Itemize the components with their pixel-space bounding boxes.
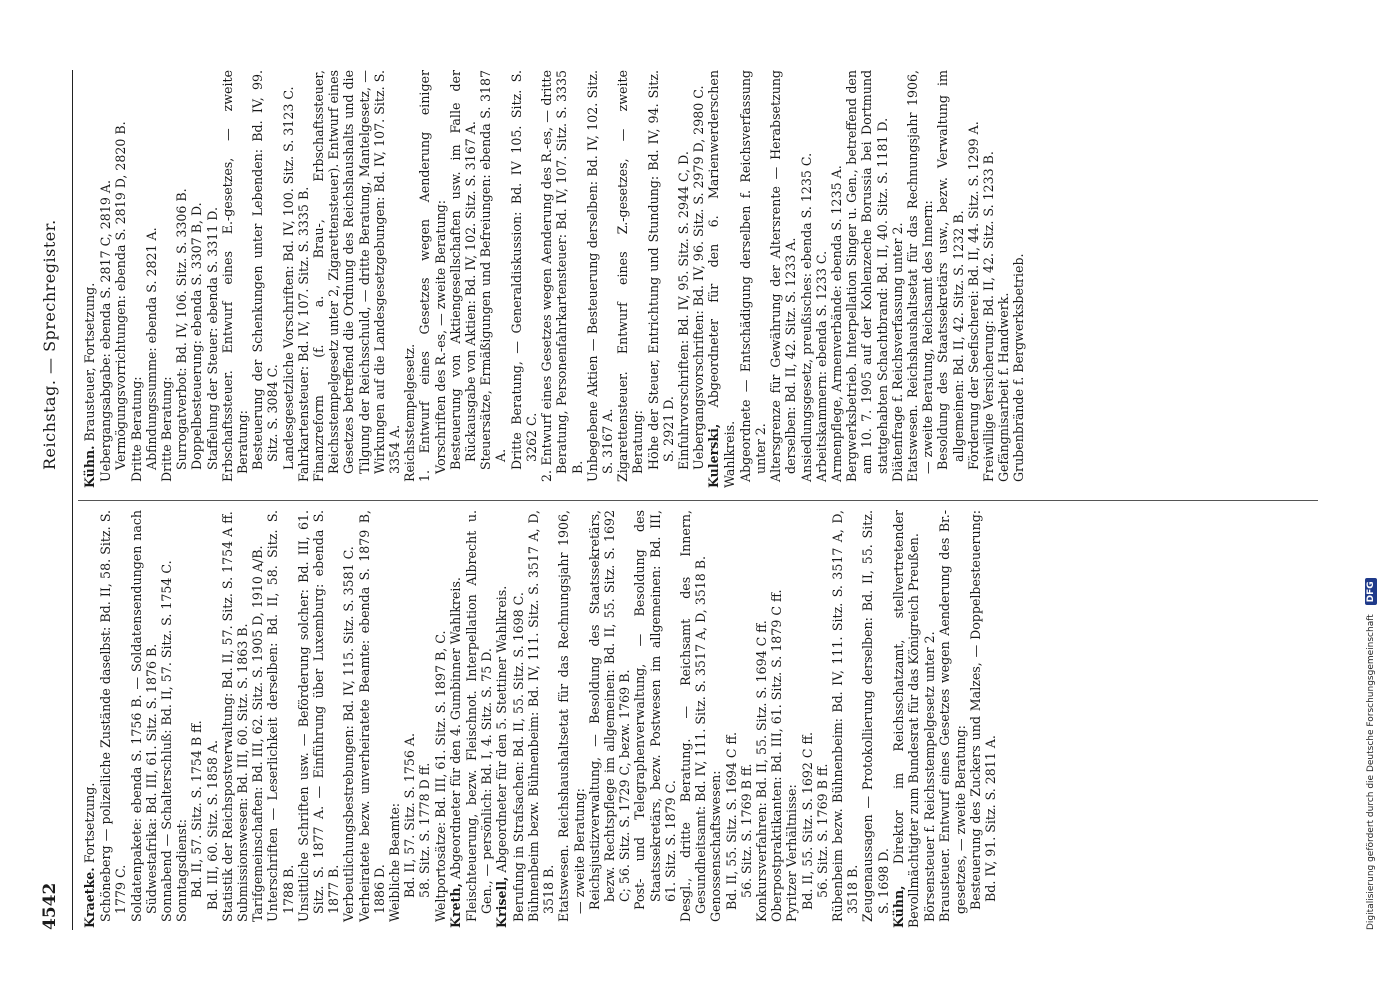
register-subentry: Tarifgemeinschaften: Bd. III, 62. Sitz. S. 1905 D, 1910 A/B. — [250, 545, 266, 922]
entry-headword: Kraetke. — [82, 867, 97, 928]
register-subentry: Fleischteuerung, bezw. Fleischnot. Interpellation Albrecht u. Gen., — persönlich: Bd. I, 4. Sitz. S. 75 D. — [464, 510, 495, 922]
register-subentry: Bd. III, 60. Sitz. S. 1858 A. — [204, 740, 220, 910]
register-subentry: Dritte Beratung, — Generaldiskussion: Bd. IV 105. Sitz. S. 3262 C. — [508, 70, 539, 470]
register-subentry: Einfuhrvorschriften: Bd. IV, 95. Sitz. S. 2944 C, D. — [675, 151, 691, 470]
register-subentry: Etatswesen. Reichshaushaltsetat für das Rechnungsjahr 1906, — zweite Beratung: — [556, 510, 587, 922]
entry-headword: Kühn. — [82, 445, 97, 488]
register-subentry: Landesgesetzliche Vorschriften: Bd. IV, 100. Sitz. S. 3123 C. — [280, 86, 296, 470]
register-entry-head — [891, 510, 921, 928]
register-subentry: Etatswesen. Reichshaushaltsetat für das Rechnungsjahr 1906, — zweite Beratung, Reichsamt des Innern: — [904, 70, 936, 482]
register-subentry: Diätenfrage f. Reichsverfassung unter 2. — [889, 222, 905, 482]
register-subentry: Bd. II, 57. Sitz. S. 1754 B ff. — [189, 720, 205, 898]
register-subentry: Sonntagsdienst: — [174, 819, 190, 922]
running-head — [40, 70, 70, 930]
register-subentry: Zigarettensteuer. Entwurf eines Z.-gesetzes, — zweite Beratung: — [615, 70, 646, 482]
register-subentry: Bd. II, 55. Sitz. S. 1692 C ff. — [799, 731, 815, 910]
register-subentry: 56. Sitz. S. 1769 B ff. — [738, 763, 754, 898]
register-subentry: Arbeitskammern: ebenda S. 1233 C. — [813, 250, 829, 482]
entry-description: Abgeordneter für den 4. Gumbinner Wahlkreis. — [447, 577, 463, 884]
register-subentry: Erbschaftssteuer. Entwurf eines E.-gesetzes, — zweite Beratung: — [219, 70, 251, 482]
register-subentry: 56. Sitz. S. 1769 B ff. — [814, 763, 830, 898]
register-subentry: Bd. II, 55. Sitz. S. 1694 C ff. — [723, 731, 739, 910]
register-entry-head — [706, 70, 736, 488]
register-subentry: 58. Sitz. S. 1778 D ff. — [417, 762, 433, 898]
register-subentry: Altersgrenze für Gewährung der Altersrente — Herabsetzung derselben: Bd. II, 42. Sitz. S. 1233 A. — [768, 70, 799, 482]
register-subentry: 1. Entwurf eines Gesetzes wegen Aenderung einiger Vorschriften des R.-es, — zweite Beratung: — [417, 70, 448, 482]
register-subentry: Surrogatverbot: Bd. IV, 106. Sitz. S. 3306 B. — [174, 188, 190, 470]
entry-description: Abgeordneter für den 6. Marienwerderschen Wahlkreis. — [706, 70, 737, 488]
entry-headword: Kreth, — [447, 883, 463, 928]
dfg-logo: DFG — [1365, 578, 1377, 605]
register-subentry: Unterschriften — Leserlichkeit derselben: Bd. II, 58. Sitz. S. 1788 B. — [265, 510, 296, 922]
register-subentry: Dritte Beratung: — [159, 376, 175, 482]
right-column — [82, 70, 1312, 488]
register-subentry: Ansiedlungsgesetz, preußisches: ebenda S. 1235 C. — [798, 152, 814, 482]
register-subentry: Brausteuer. Entwurf eines Gesetzes wegen Aenderung des Br.-gesetzes, — zweite Beratung: — [937, 510, 968, 922]
register-subentry: Besteuerung der Schenkungen unter Lebenden: Bd. IV, 99. Sitz. S. 3084 C. — [250, 70, 281, 470]
register-subentry: Bd. II, 57. Sitz. S. 1756 A. — [402, 732, 418, 898]
column-divider — [78, 500, 1318, 501]
page-number: 4542 — [40, 882, 60, 930]
register-subentry: Freiwillige Versicherung: Bd. II, 42. Sitz. S. 1233 B. — [980, 151, 996, 482]
register-subentry: Höhe der Steuer, Entrichtung und Stundung: Bd. IV, 94. Sitz. S. 2921 D. — [645, 70, 676, 470]
left-column — [82, 510, 1312, 928]
register-subentry: Finanzreform (f. a. Brau-, Erbschaftssteuer, Reichsstempelgesetz unter 2, Zigarettensteuer). Entwurf eines Gesetzes betreffend die Ordnung des Reichshaushalts und die Tilgung der Reichsschuld, — dritte Beratung, Mantelgesetz, — Wirkungen auf die Landesgesetzgebungen: Bd. IV, 107. Sitz. S. 3354 A. — [311, 70, 403, 482]
register-subentry: Uebergangsvorschriften: Bd. IV, 96. Sitz. S. 2979 D, 2980 C. — [691, 85, 707, 470]
register-subentry: Förderung der Seefischerei: Bd. II, 44. Sitz. S. 1299 A. — [965, 121, 981, 470]
register-subentry: 2. Entwurf eines Gesetzes wegen Aenderung des R.-es, — dritte Beratung, Personenfahrkartensteuer: Bd. IV, 107. Sitz. S. 3335 B. — [539, 70, 585, 482]
entry-headword: Krisell, — [494, 876, 510, 928]
register-subentry: Abgeordnete — Entschädigung derselben f. Reichsverfassung unter 2. — [737, 70, 768, 482]
register-subentry: Verheiratete bezw. unverheiratete Beamte: ebenda S. 1879 B, 1886 D. — [356, 510, 387, 922]
register-entry-head — [494, 510, 509, 928]
entry-description: Brausteuer, Fortsetzung. — [82, 282, 97, 446]
register-subentry: Oberpostpraktikanten: Bd. III, 61. Sitz. S. 1879 C ff. — [769, 589, 785, 922]
digitization-credit — [1365, 578, 1377, 930]
register-subentry: Bühnenbeim bezw. Bühnenbeim: Bd. IV, 111. Sitz. S. 3517 A, D, 3518 B. — [525, 510, 557, 922]
register-subentry: Reichsjustizverwaltung, — Besoldung des Staatssekretärs, bezw. Rechtspflege im allgemeinen: Bd. II, 55. Sitz. S. 1692 C; 56. Sitz. S. 1729 C, bezw. 1769 B. — [586, 510, 633, 910]
register-subentry: Berufung in Strafsachen: Bd. II, 55. Sitz. S. 1698 C. — [510, 592, 526, 922]
register-subentry: Grubenbrände f. Bergwerksbetrieb. — [1011, 253, 1027, 482]
register-subentry: Dritte Beratung: — [128, 376, 144, 482]
register-subentry: Besteuerung des Zuckers und Malzes, — Doppelbesteuerung: Bd. IV, 91. Sitz. S. 2811 A. — [967, 510, 998, 910]
register-subentry: Desgl., dritte Beratung. — Reichsamt des Innern, Gesundheitsamt: Bd. IV, 111. Sitz. S. 3517 A, D, 3518 B. — [677, 510, 709, 922]
register-subentry: Zeugenaussagen — Protokollierung derselben: Bd. II, 55. Sitz. S. 1698 D. — [860, 510, 891, 922]
register-subentry: Börsensteuer f. Reichsstempelgesetz unter 2. — [922, 631, 938, 922]
register-subentry: Rübenbeim bezw. Bühnenbeim: Bd. IV, 111. Sitz. S. 3517 A, D, 3518 B. — [829, 510, 861, 922]
register-subentry: Besteuerung von Aktiengesellschaften usw. im Falle der Rückausgabe von Aktien: Bd. IV, 102. Sitz. S. 3167 A. — [447, 70, 479, 470]
register-subentry: Weltportosätze: Bd. III, 61. Sitz. S. 1897 B, C. — [432, 630, 448, 922]
register-subentry: Schöneberg — polizeiliche Zustände daselbst: Bd. II, 58. Sitz. S. 1779 C. — [98, 510, 129, 922]
register-entry-head — [448, 510, 463, 928]
register-subentry: Reichsstempelgesetz. — [402, 343, 418, 482]
register-subentry: Unbegebene Aktien — Besteuerung derselben: Bd. IV, 102. Sitz. S. 3167 A. — [584, 70, 615, 482]
entry-description: Fortsetzung. — [82, 782, 97, 868]
register-subentry: Doppelbesteuerung: ebenda S. 3307 B, D. — [189, 202, 205, 470]
register-entry-head — [82, 70, 97, 488]
register-subentry: Konkursverfahren: Bd. II, 55. Sitz. S. 1694 C ff. — [753, 620, 769, 922]
register-subentry: Soldatenpakete: ebenda S. 1756 B. — Soldatensendungen nach Südwestafrika: Bd. III, 61. Sitz. S. 1876 B. — [128, 510, 159, 922]
entry-headword: Kühn, — [890, 885, 906, 928]
register-subentry: Armenpflege, Armenverbände: ebenda S. 1235 A. — [828, 165, 844, 482]
register-subentry: Vermögungsvorrichtungen: ebenda S. 2819 D, 2820 B. — [113, 121, 129, 470]
register-subentry: Besoldung des Staatssekretärs usw., bezw. Verwaltung im allgemeinen: Bd. II, 42. Sitz. S. 1232 B. — [935, 70, 966, 470]
register-subentry: Gefängnisarbeit f. Handwerk. — [996, 292, 1012, 482]
register-subentry: Weibliche Beamte: — [387, 802, 403, 922]
register-subentry: Genossenschaftswesen: — [708, 770, 724, 922]
entry-headword: Kulerski, — [706, 423, 722, 488]
register-subentry: Submissionswesen: Bd. III, 60. Sitz. S. 1863 B. — [235, 623, 251, 922]
register-subentry: Sonnabend — Schalterschluß: Bd. II, 57. Sitz. S. 1754 C. — [159, 560, 175, 922]
register-subentry: Statistik der Reichspostverwaltung: Bd. II, 57. Sitz. S. 1754 A ff. — [219, 511, 235, 922]
register-subentry: Uebergangsabgabe: ebenda S. 2817 C, 2819 A. — [98, 180, 114, 482]
credit-text: Digitalisierung gefördert durch die Deutsche Forschungsgemeinschaft — [1366, 614, 1376, 930]
entry-description: Abgeordneter für den 5. Stettiner Wahlkreis. — [494, 585, 510, 877]
register-subentry: Steuersätze, Ermäßigungen und Befreiungen: ebenda S. 3187 A. — [478, 70, 509, 470]
register-subentry: Post- und Telegraphenverwaltung, — Besoldung des Staatssekretärs, bezw. Postwesen im allgemeinen: Bd. III, 61. Sitz. S. 1879 C. — [632, 510, 678, 910]
register-subentry: Unsittliche Schriften usw. — Beförderung solcher: Bd. III, 61. Sitz. S. 1877 A. — Einführung über Luxemburg: ebenda S. 1877 B. — [295, 510, 342, 922]
running-title: Reichstag. — Sprechregister. — [40, 219, 59, 470]
entry-description: Direktor im Reichsschatzamt, stellvertretender Bevollmächtigter zum Bundesrat für das Königreich Preußen. — [890, 510, 921, 928]
register-subentry: Pyritzer Verhältnisse: — [784, 784, 800, 922]
register-subentry: Abfindungssumme: ebenda S. 2821 A. — [143, 227, 159, 470]
register-subentry: Fahrkartensteuer: Bd. IV, 107. Sitz. S. 3335 B. — [295, 186, 311, 482]
register-subentry: Bergwerksbetrieb. Interpellation Singer u. Gen., betreffend den am 10. 7. 1905 auf der Kohlenzeche Borussia bei Dortmund stattgehabten Schachtbrand: Bd. II, 40. Sitz. S. 1181 D. — [844, 70, 890, 482]
register-subentry: Verbeutlichungsbestrebungen: Bd. IV, 115. Sitz. S. 3581 C. — [341, 546, 357, 922]
register-subentry: Staffelung der Steuer: ebenda S. 3311 D. — [204, 207, 220, 470]
header-rule — [72, 70, 73, 930]
register-entry-head — [82, 510, 97, 928]
